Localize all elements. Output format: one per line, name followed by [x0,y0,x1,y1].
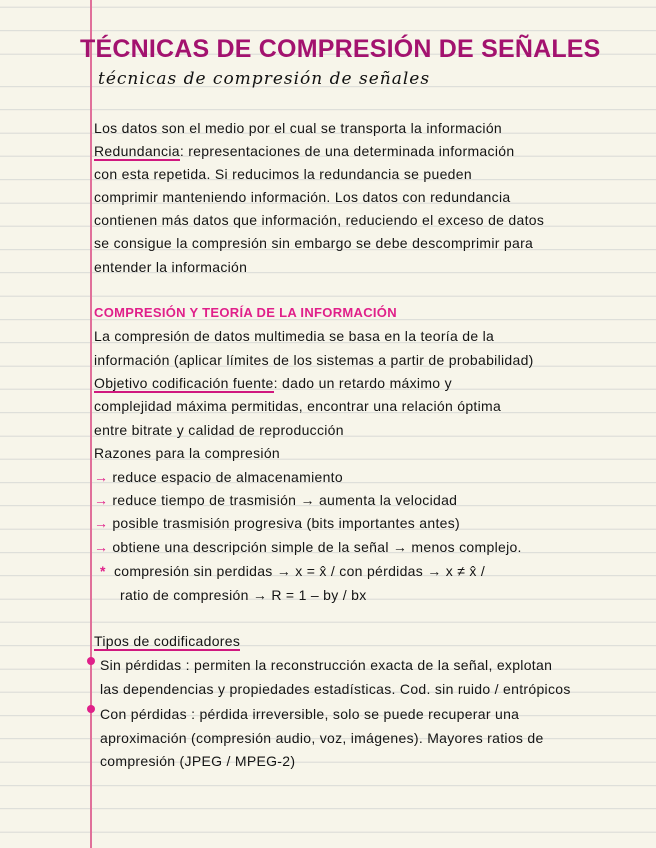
term-objetivo: Objetivo codificación fuente [94,375,274,391]
section-line: complejidad máxima permitidas, encontrar una relación óptima [94,398,502,414]
section-line: La compresión de datos multimedia se basa en la teoría de la [94,328,495,344]
intro-line: se consigue la compresión sin embargo se debe descomprimir para [94,235,534,251]
margin-line [90,0,92,848]
reason-item: → obtiene una descripción simple de la señal → menos complejo. [94,539,522,555]
intro-line: Los datos son el medio por el cual se transporta la información [94,120,503,136]
section-heading-tipos: Tipos de codificadores [94,633,241,649]
arrow-icon: → [94,515,109,531]
coder-item: Sin pérdidas : permiten la reconstrucción exacta de la señal, explotan [100,657,553,673]
intro-line: con esta repetida. Si reducimos la redundancia se pueden [94,166,472,182]
arrow-icon: → [94,469,109,485]
note-line: ratio de compresión → R = 1 – by / bx [120,587,367,603]
star-icon: * [100,563,106,579]
reason-item: → reduce tiempo de trasmisión → aumenta la velocidad [94,492,458,508]
bullet-icon [87,705,95,713]
coder-item-line: aproximación (compresión audio, voz, imágenes). Mayores ratios de [100,730,544,746]
term-redundancia: Redundancia [94,143,180,159]
page-title-script: técnicas de compresión de señales [98,69,431,89]
intro-line: contienen más datos que información, reduciendo el exceso de datos [94,212,545,228]
section-line: Razones para la compresión [94,445,281,461]
intro-line: comprimir manteniendo información. Los datos con redundancia [94,189,511,205]
bullet-icon [87,657,95,665]
intro-line: entender la información [94,259,248,275]
section-line: información (aplicar límites de los sistemas a partir de probabilidad) [94,352,534,368]
section-line: Objetivo codificación fuente: dado un retardo máximo y [94,375,452,391]
coder-item-line: las dependencias y propiedades estadísticas. Cod. sin ruido / entrópicos [100,681,571,697]
page-title: TÉCNICAS DE COMPRESIÓN DE SEÑALES [80,35,601,63]
note-line: * compresión sin perdidas → x = x̂ / con pérdidas → x ≠ x̂ / [100,563,486,579]
reason-item: → reduce espacio de almacenamiento [94,469,343,485]
arrow-icon: → [94,539,109,555]
section-heading-compresion: COMPRESIÓN Y TEORÍA DE LA INFORMACIÓN [94,305,397,320]
reason-item: → posible trasmisión progresiva (bits importantes antes) [94,515,460,531]
coder-item: Con pérdidas : pérdida irreversible, solo se puede recuperar una [100,706,520,722]
arrow-icon: → [94,492,109,508]
intro-line: Redundancia: representaciones de una determinada información [94,143,515,159]
section-line: entre bitrate y calidad de reproducción [94,422,344,438]
coder-item-line: compresión (JPEG / MPEG-2) [100,753,296,769]
